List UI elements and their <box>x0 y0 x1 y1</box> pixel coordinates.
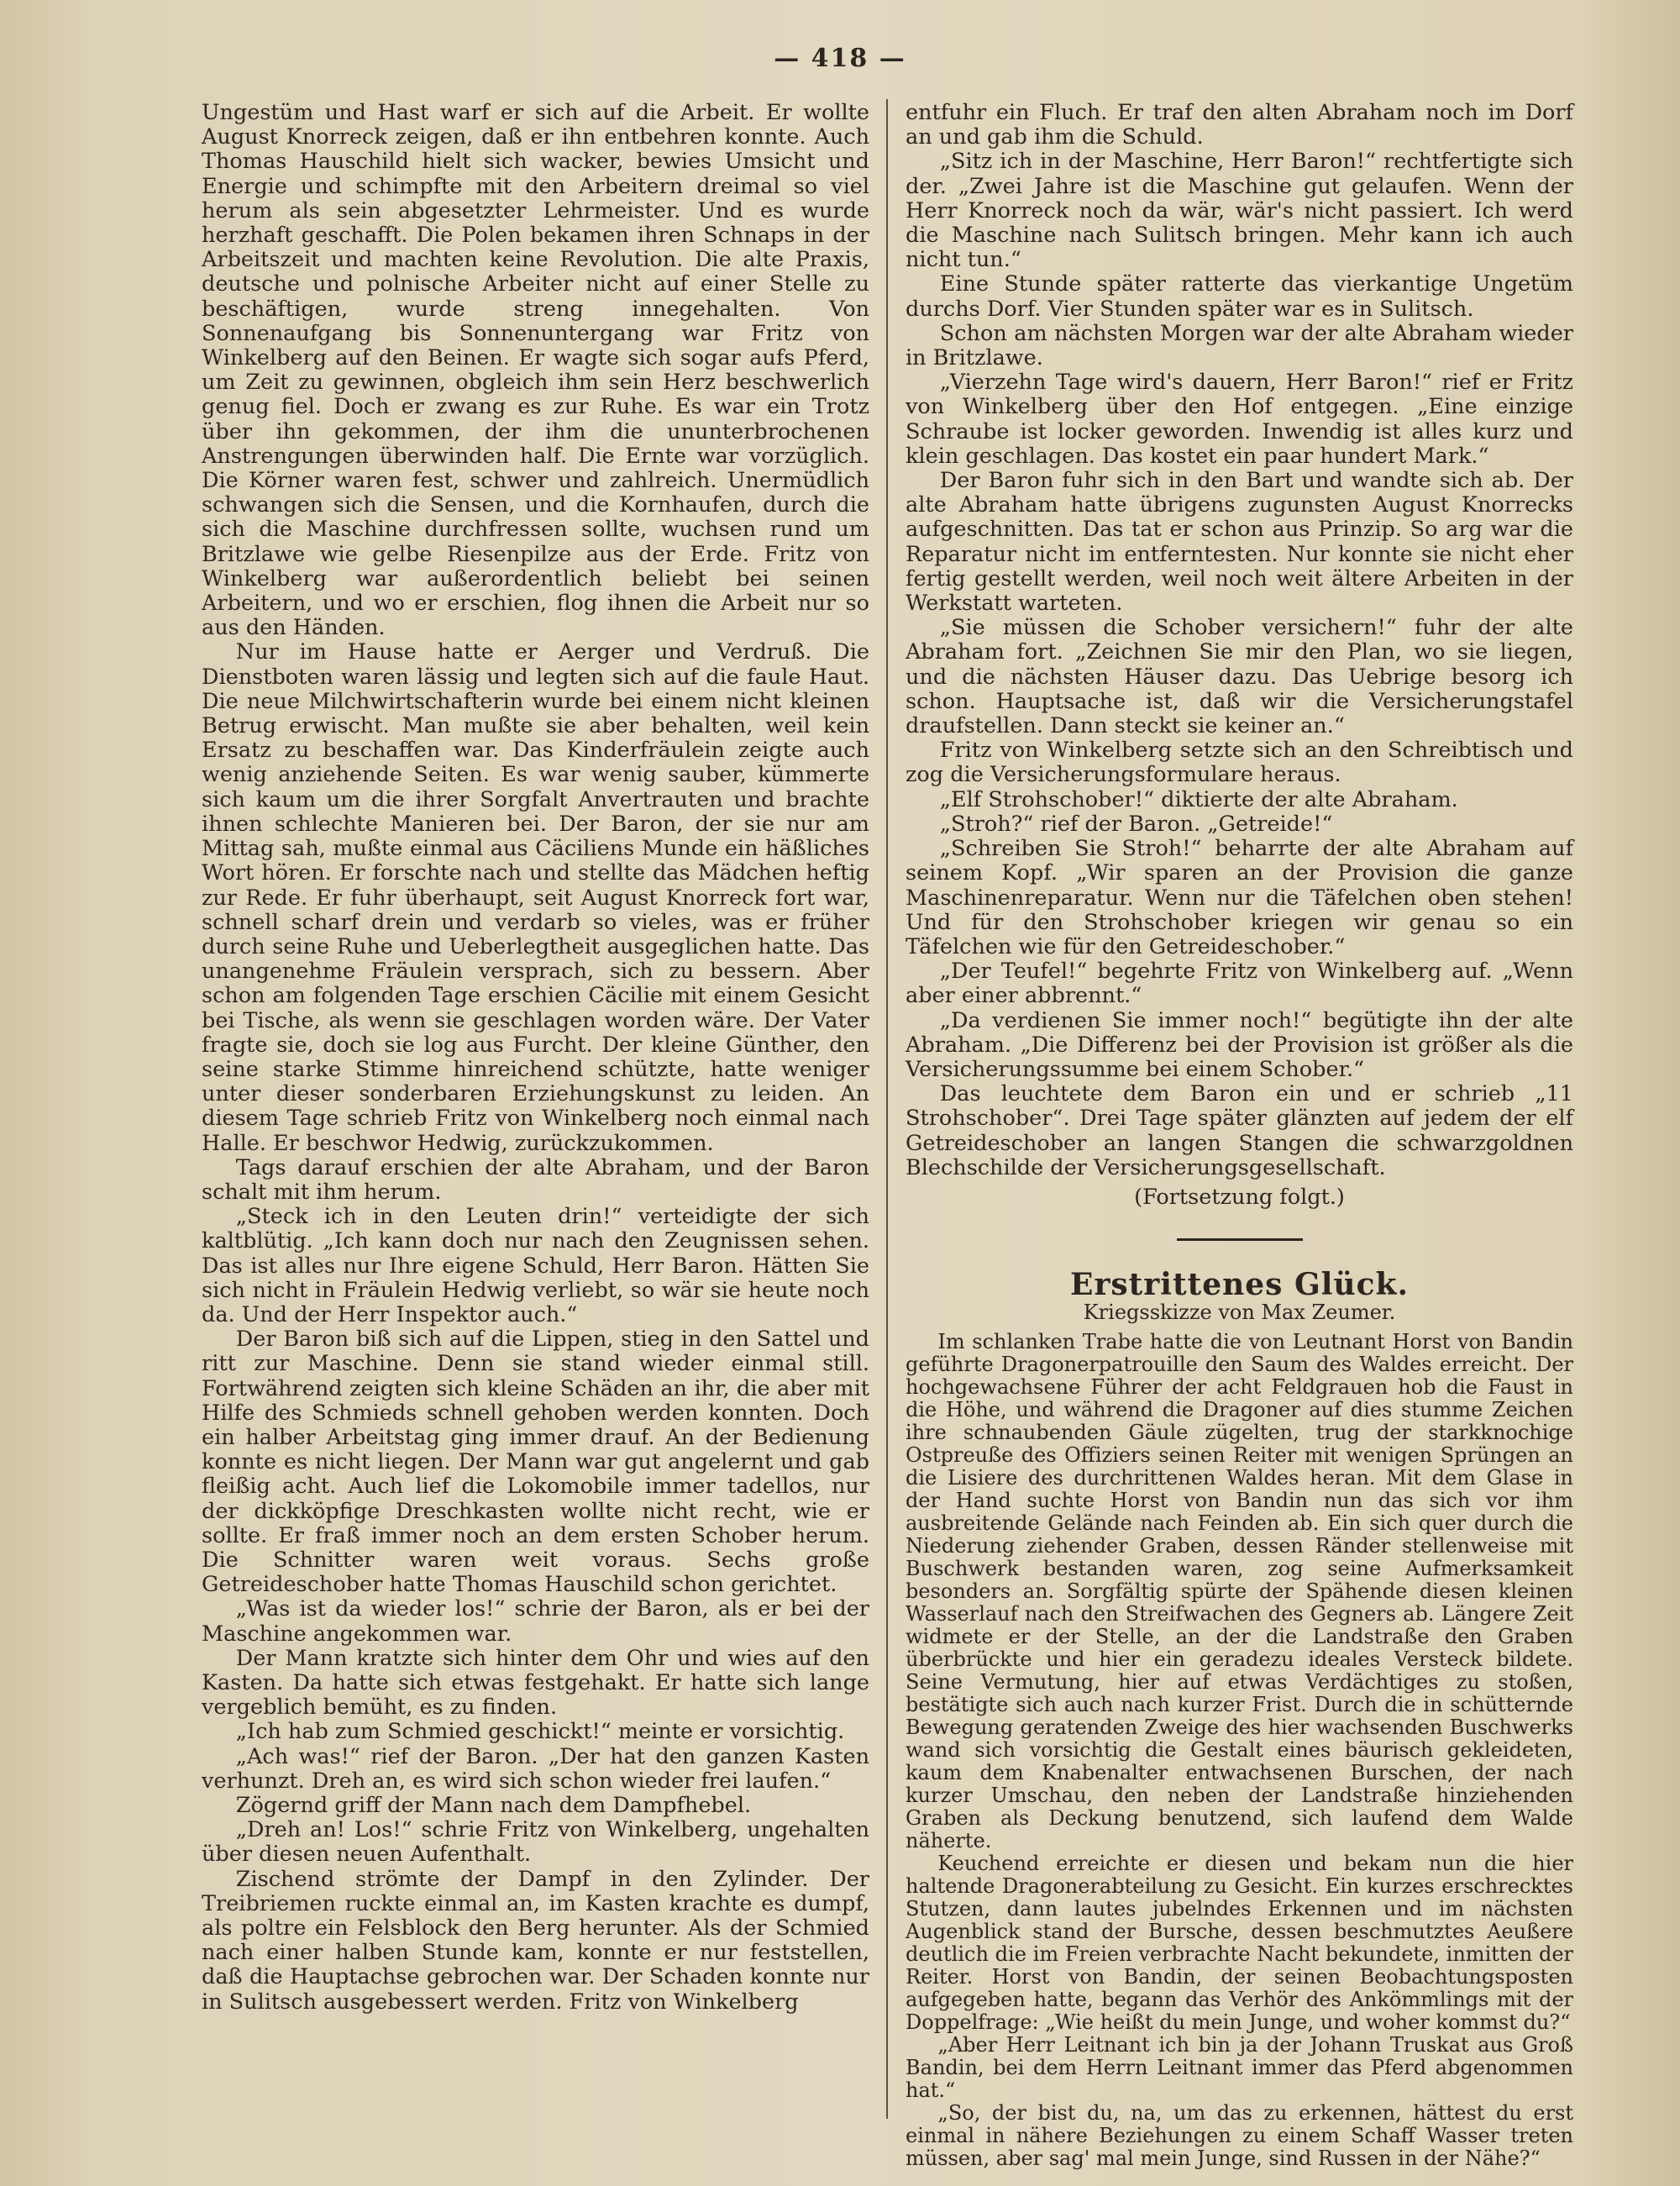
continuation-note: (Fortsetzung folgt.) <box>1134 1184 1345 1210</box>
paragraph: „Vierzehn Tage wird's dauern, Herr Baron!“ rief er Fritz von Winkelberg über den Hof entgegen. „Eine einzige Schraube ist locker geworden. Inwendig ist alles kurz und klein geschlagen. Das kostet ein paar hundert Mark.“ <box>906 370 1573 469</box>
left-column <box>202 101 869 2127</box>
paragraph: „Elf Strohschober!“ diktierte der alte Abraham. <box>939 786 1458 812</box>
paragraph: „Sitz ich in der Maschine, Herr Baron!“ rechtfertigte sich der. „Zwei Jahre ist die Maschine gut gelaufen. Wenn der Herr Knorreck noch da wär, wär's nicht passiert. Ich werd die Maschine nach Sulitsch bringen. Mehr kann ich auch nicht tun.“ <box>906 149 1573 273</box>
paragraph: „Steck ich in den Leuten drin!“ verteidigte der sich kaltblütig. „Ich kann doch nur nach den Zeugnissen sehen. Das ist alles nur Ihre eigene Schuld, Herr Baron. Hätten Sie sich nicht in Fräulein Hedwig verliebt, so wär sie heute noch da. Und der Herr Inspektor auch.“ <box>202 1204 869 1327</box>
section-separator <box>1177 1238 1303 1241</box>
paragraph: „Der Teufel!“ begehrte Fritz von Winkelberg auf. „Wenn aber einer abbrennt.“ <box>906 959 1573 1009</box>
paragraph: Der Baron biß sich auf die Lippen, stieg in den Sattel und ritt zur Maschine. Denn sie stand wieder einmal still. Fortwährend zeigten sich kleine Schäden an ihr, die aber mit Hilfe des Schmieds schnell gehoben werden konnten. Doch ein halber Arbeitstag ging immer drauf. An der Bedienung konnte es nicht liegen. Der Mann war gut angelernt und gab fleißig acht. Auch lief die Lokomobile immer tadellos, nur der dickköpfige Dreschkasten wollte nicht recht, wie er sollte. Er fraß immer noch an dem ersten Schober herum. Die Schnitter waren weit voraus. Sechs große Getreideschober hatte Thomas Hauschild schon gerichtet. <box>202 1327 869 1598</box>
paragraph: Keuchend erreichte er diesen und bekam nun die hier haltende Dragonerabteilung zu Gesicht. Ein kurzes erschrecktes Stutzen, dann lautes jubelndes Erkennen und im nächsten Augenblick stand der Bursche, dessen beschmutztes Aeußere deutlich die im Freien verbrachte Nacht bekundete, inmitten der Reiter. Horst von Bandin, der seinen Beobachtungsposten aufgegeben hatte, begann das Verhör des Ankömmlings mit der Doppelfrage: „Wie heißt du mein Junge, und woher kommst du?“ <box>906 1851 1573 2034</box>
paragraph: „Schreiben Sie Stroh!“ beharrte der alte Abraham auf seinem Kopf. „Wir sparen an der Provision die ganze Maschinenreparatur. Wenn nur die Täfelchen oben stehen! Und für den Strohschober kriegen wir genau so ein Täfelchen wie für den Getreideschober.“ <box>906 836 1573 959</box>
paragraph: Der Baron fuhr sich in den Bart und wandte sich ab. Der alte Abraham hatte übrigens zugunsten August Knorrecks aufgeschnitten. Das tat er schon aus Prinzip. So arg war die Reparatur nicht im entferntesten. Nur konnte sie nicht eher fertig gestellt werden, weil noch weit ältere Arbeiten in der Werkstatt warteten. <box>906 468 1573 617</box>
paragraph: „Dreh an! Los!“ schrie Fritz von Winkelberg, ungehalten über diesen neuen Aufenthalt. <box>202 1817 869 1868</box>
paragraph: „Stroh?“ rief der Baron. „Getreide!“ <box>939 811 1333 837</box>
paragraph: „Ach was!“ rief der Baron. „Der hat den ganzen Kasten verhunzt. Dreh an, es wird sich schon wieder frei laufen.“ <box>202 1743 869 1794</box>
paragraph: Fritz von Winkelberg setzte sich an den Schreibtisch und zog die Versicherungsformulare heraus. <box>906 738 1573 788</box>
paragraph: Tags darauf erschien der alte Abraham, und der Baron schalt mit ihm herum. <box>202 1154 869 1205</box>
story-subtitle: Kriegsskizze von Max Zeumer. <box>1083 1301 1396 1325</box>
paragraph: Im schlanken Trabe hatte die von Leutnant Horst von Bandin geführte Dragonerpatrouille den Saum des Waldes erreicht. Der hochgewachsene Führer der acht Feldgrauen hob die Faust in die Höhe, und während die Dragoner auf dies stumme Zeichen ihre schnaubenden Gäule zügelten, trug der starkknochige Ostpreuße des Offiziers seinen Reiter mit wenigen Sprüngen an die Lisiere des durchrittenen Waldes heran. Mit dem Glase in der Hand suchte Horst von Bandin nun das sich vor ihm ausbreitende Gelände nach Feinden ab. Ein sich quer durch die Niederung ziehender Graben, dessen Ränder stellenweise mit Buschwerk bestanden waren, zog seine Aufmerksamkeit besonders an. Sorgfältig spürte der Spähende diesen kleinen Wasserlauf nach den Streifwachen des Gegners ab. Längere Zeit widmete er der Stelle, an der die Landstraße den Graben überbrückte und hier ein geradezu ideales Versteck bildete. Seine Vermutung, hier auf etwas Verdächtiges zu stoßen, bestätigte sich auch nach kurzer Frist. Durch die in schütternde Bewegung geratenden Zweige des hier wachsenden Buschwerks wand sich vorsichtig die Gestalt eines bäurisch gekleideten, kaum dem Knabenalter entwachsenen Burschen, der nach kurzer Umschau, den neben der Landstraße hinziehenden Graben als Deckung benutzend, sich laufend dem Walde näherte. <box>906 1329 1573 1852</box>
paragraph: Zischend strömte der Dampf in den Zylinder. Der Treibriemen ruckte einmal an, im Kasten krachte es dumpf, als poltre ein Felsblock den Berg herunter. Als der Schmied nach einer halben Stunde kam, konnte er nur feststellen, daß die Hauptachse gebrochen war. Der Schaden konnte nur in Sulitsch ausgebessert werden. Fritz von Winkelberg <box>202 1866 869 2015</box>
paragraph: Nur im Hause hatte er Aerger und Verdruß. Die Dienstboten waren lässig und legten sich auf die faule Haut. Die neue Milchwirtschafterin wurde bei einem nicht kleinen Betrug erwischt. Man mußte sie aber behalten, weil kein Ersatz zu beschaffen war. Das Kinderfräulein zeigte auch wenig anziehende Seiten. Es war wenig sauber, kümmerte sich kaum um die ihrer Sorgfalt Anvertrauten und brachte ihnen schlechte Manieren bei. Der Baron, der sie nur am Mittag sah, mußte einmal aus Cäciliens Munde ein häßliches Wort hören. Er forschte nach und stellte das Mädchen heftig zur Rede. Er fuhr überhaupt, seit August Knorreck fort war, schnell scharf drein und verdarb so vieles, was er früher durch seine Ruhe und Ueberlegtheit ausgeglichen hatte. Das unangenehme Fräulein versprach, sich zu bessern. Aber schon am folgenden Tage erschien Cäcilie mit einem Gesicht bei Tische, als wenn sie geschlagen worden wäre. Der Vater fragte sie, doch sie log aus Furcht. Der kleine Günther, den seine starke Stimme hinreichend schützte, hatte weniger unter dieser sonderbaren Erziehungskunst zu leiden. An diesem Tage schrieb Fritz von Winkelberg noch einmal nach Halle. Er beschwor Hedwig, zurückzukommen. <box>202 639 869 1156</box>
paragraph: Zögernd griff der Mann nach dem Dampfhebel. <box>235 1793 752 1819</box>
paragraph: Der Mann kratzte sich hinter dem Ohr und wies auf den Kasten. Da hatte sich etwas festgehakt. Er hatte sich lange vergeblich bemüht, es zu finden. <box>202 1645 869 1721</box>
page-number: — 418 — <box>774 44 906 73</box>
story-body <box>906 1331 1573 2170</box>
paragraph: Eine Stunde später ratterte das vierkantige Ungetüm durchs Dorf. Vier Stunden später war es in Sulitsch. <box>906 271 1573 322</box>
right-column <box>906 100 1573 2170</box>
paragraph: „Da verdienen Sie immer noch!“ begütigte ihn der alte Abraham. „Die Differenz bei der Provision ist größer als die Versicherungssumme bei einem Schober.“ <box>906 1007 1573 1082</box>
paragraph: „Was ist da wieder los!“ schrie der Baron, als er bei der Maschine angekommen war. <box>202 1596 869 1647</box>
paragraph: „Ich hab zum Schmied geschickt!“ meinte er vorsichtig. <box>235 1719 845 1745</box>
column-divider <box>886 99 888 2119</box>
paragraph: „Sie müssen die Schober versichern!“ fuhr der alte Abraham fort. „Zeichnen Sie mir den Plan, wo sie liegen, und die nächsten Häuser dazu. Das Uebrige besorg ich schon. Hauptsache ist, daß wir die Versicherungstafel draufstellen. Dann steckt sie keiner an.“ <box>906 615 1573 739</box>
paragraph: Ungestüm und Hast warf er sich auf die Arbeit. Er wollte August Knorreck zeigen, daß er ihn entbehren konnte. Auch Thomas Hauschild hielt sich wacker, bewies Umsicht und Energie und schimpfte mit den Arbeitern dreimal so viel herum als sein abgesetzter Lehrmeister. Und es wurde herzhaft geschafft. Die Polen bekamen ihren Schnaps in der Arbeitszeit und machten keine Revolution. Die alte Praxis, deutsche und polnische Arbeiter nicht auf einer Stelle zu beschäftigen, wurde streng innegehalten. Von Sonnenaufgang bis Sonnenuntergang war Fritz von Winkelberg auf den Beinen. Er wagte sich sogar aufs Pferd, um Zeit zu gewinnen, obgleich ihm sein Herz beschwerlich genug fiel. Doch er zwang es zur Ruhe. Es war ein Trotz über ihn gekommen, der ihm die ununterbrochenen Anstrengungen überwinden half. Die Ernte war vorzüglich. Die Körner waren fest, schwer und zahlreich. Unermüdlich schwangen sich die Sensen, und die Kornhaufen, durch die sich die Maschine durchfressen sollte, wuchsen rund um Britzlawe wie gelbe Riesenpilze aus der Erde. Fritz von Winkelberg war außerordentlich beliebt bei seinen Arbeitern, und wo er erschien, flog ihnen die Arbeit nur so aus den Händen. <box>202 100 869 641</box>
story-title: Erstrittenes Glück. <box>1070 1267 1409 1303</box>
paragraph: „So, der bist du, na, um das zu erkennen, hättest du erst einmal in nähere Beziehungen zu einem Schaff Wasser treten müssen, aber sag' mal mein Junge, sind Russen in der Nähe?“ <box>906 2100 1573 2170</box>
paragraph: Das leuchtete dem Baron ein und er schrieb „11 Strohschober“. Drei Tage später glänzten auf jedem der elf Getreideschober an langen Stangen die schwarzgoldnen Blechschilde der Versicherungsgesellschaft. <box>906 1081 1573 1180</box>
paragraph: entfuhr ein Fluch. Er traf den alten Abraham noch im Dorf an und gab ihm die Schuld. <box>906 100 1573 150</box>
paragraph: Schon am nächsten Morgen war der alte Abraham wieder in Britzlawe. <box>906 320 1573 371</box>
paragraph: „Aber Herr Leitnant ich bin ja der Johann Truskat aus Groß Bandin, bei dem Herrn Leitnant immer das Pferd abgenommen hat.“ <box>906 2032 1573 2102</box>
